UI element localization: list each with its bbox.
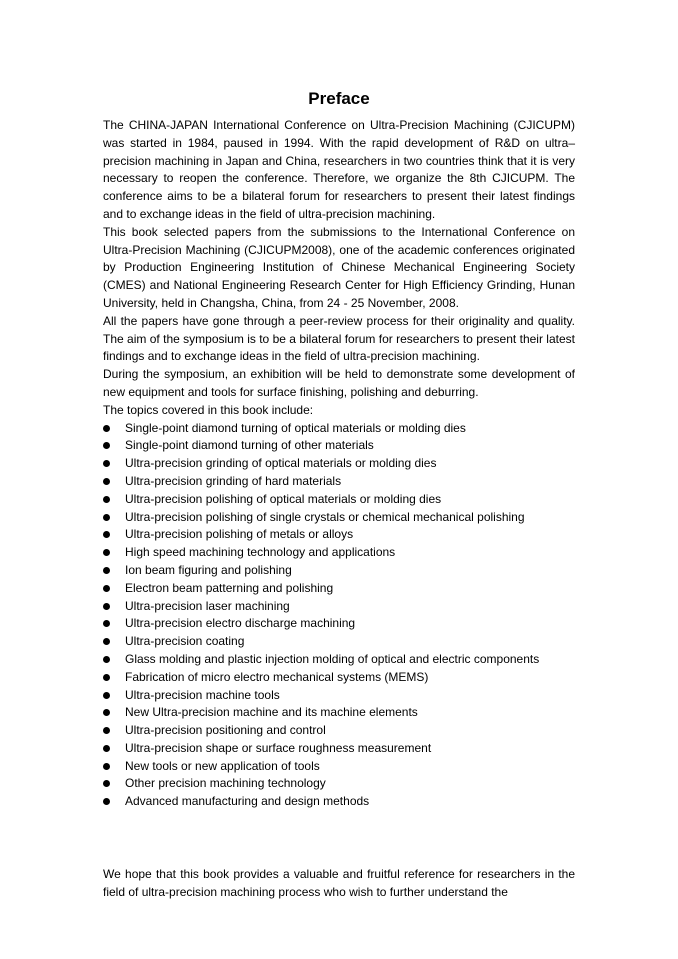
topic-text: Ultra-precision polishing of single crystals or chemical mechanical polishing <box>125 509 525 524</box>
topic-item <box>103 758 575 776</box>
bullet-icon <box>103 425 110 432</box>
topic-text: Ultra-precision polishing of optical materials or molding dies <box>125 491 442 506</box>
topic-text: Fabrication of micro electro mechanical systems (MEMS) <box>125 669 429 684</box>
bullet-icon <box>103 727 110 734</box>
topic-text: Electron beam patterning and polishing <box>125 580 334 595</box>
topic-text: Ultra-precision positioning and control <box>125 723 326 738</box>
topic-item <box>103 598 575 616</box>
bullet-icon <box>103 745 110 752</box>
document-page <box>103 86 575 902</box>
bullet-icon <box>103 460 110 467</box>
topic-item <box>103 793 575 811</box>
bullet-icon <box>103 442 110 449</box>
topic-item <box>103 526 575 544</box>
topic-text: Glass molding and plastic injection molding of optical and electric components <box>125 651 540 666</box>
topic-text: Ultra-precision grinding of optical materials or molding dies <box>125 456 437 471</box>
bullet-icon <box>103 478 110 485</box>
topic-text: New tools or new application of tools <box>125 758 320 773</box>
topic-text: Other precision machining technology <box>125 776 326 791</box>
topic-text: Ultra-precision laser machining <box>125 598 290 613</box>
page-title: Preface <box>308 89 370 108</box>
bullet-icon <box>103 692 110 699</box>
topic-text: Ultra-precision machine tools <box>125 687 280 702</box>
paragraph-history: The CHINA-JAPAN International Conference on Ultra-Precision Machining (CJICUPM) was started in 1984, paused in 1994. With the rapid development of R&D on ultra–precision machining in Japan and China, researchers in two countries think that it is very necessary to reopen the conference. Therefore, we organize the 8th CJICUPM. The conference aims to be a bilateral forum for researchers to present their latest findings and to exchange ideas in the field of ultra-precision machining. <box>103 118 575 221</box>
bullet-icon <box>103 496 110 503</box>
bullet-icon <box>103 567 110 574</box>
topic-text: Single-point diamond turning of other materials <box>125 438 374 453</box>
paragraph-book-selection: This book selected papers from the submissions to the International Conference on Ultra-Precision Machining (CJICUPM2008), one of the academic conferences originated by Production Engineering Institution of Chinese Mechanical Engineering Society (CMES) and National Engineering Research Center for High Efficiency Grinding, Hunan University, held in Changsha, China, from 24 - 25 November, 2008. <box>103 224 575 310</box>
bullet-icon <box>103 531 110 538</box>
topic-item <box>103 491 575 509</box>
paragraph-peer-review: All the papers have gone through a peer-review process for their originality and quality. The aim of the symposium is to be a bilateral forum for researchers to present their latest findings and to exchange ideas in the field of ultra-precision machining. <box>103 313 575 364</box>
topic-item <box>103 704 575 722</box>
topic-item <box>103 580 575 598</box>
topic-text: Ion beam figuring and polishing <box>125 562 292 577</box>
topic-item <box>103 740 575 758</box>
topic-item <box>103 775 575 793</box>
topic-text: High speed machining technology and applications <box>125 545 396 560</box>
topic-item <box>103 455 575 473</box>
bullet-icon <box>103 656 110 663</box>
topic-item <box>103 669 575 687</box>
topic-item <box>103 509 575 527</box>
bullet-icon <box>103 620 110 627</box>
topic-text: Ultra-precision grinding of hard materials <box>125 473 342 488</box>
bullet-icon <box>103 549 110 556</box>
bullet-icon <box>103 585 110 592</box>
topic-item <box>103 633 575 651</box>
paragraph-closing: We hope that this book provides a valuable and fruitful reference for researchers in the field of ultra-precision machining process who wish to further understand the <box>103 867 575 899</box>
bullet-icon <box>103 780 110 787</box>
topic-item <box>103 544 575 562</box>
bullet-icon <box>103 798 110 805</box>
bullet-icon <box>103 763 110 770</box>
paragraph-topics-intro: The topics covered in this book include: <box>103 402 314 417</box>
topic-text: Ultra-precision coating <box>125 634 245 649</box>
topic-text: Ultra-precision electro discharge machining <box>125 616 356 631</box>
topic-item <box>103 615 575 633</box>
topic-text: New Ultra-precision machine and its machine elements <box>125 705 418 720</box>
topics-list <box>103 420 575 812</box>
topic-text: Ultra-precision shape or surface roughness measurement <box>125 740 432 755</box>
bullet-icon <box>103 514 110 521</box>
bullet-icon <box>103 603 110 610</box>
bullet-icon <box>103 709 110 716</box>
topic-item <box>103 437 575 455</box>
paragraph-exhibition: During the symposium, an exhibition will be held to demonstrate some development of new equipment and tools for surface finishing, polishing and deburring. <box>103 367 575 399</box>
topic-item <box>103 651 575 669</box>
topic-text: Single-point diamond turning of optical materials or molding dies <box>125 420 466 435</box>
topic-text: Advanced manufacturing and design methods <box>125 794 370 809</box>
topic-item <box>103 473 575 491</box>
topic-item <box>103 420 575 438</box>
bullet-icon <box>103 674 110 681</box>
bullet-icon <box>103 638 110 645</box>
topic-item <box>103 687 575 705</box>
topic-item <box>103 722 575 740</box>
topic-item <box>103 562 575 580</box>
topic-text: Ultra-precision polishing of metals or alloys <box>125 527 354 542</box>
